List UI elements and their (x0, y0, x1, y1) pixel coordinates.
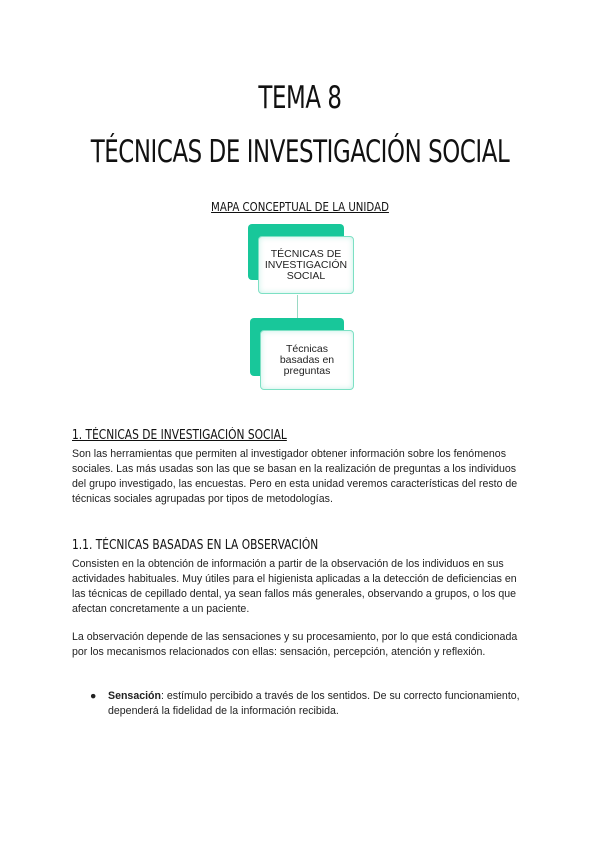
bullet-item (90, 689, 530, 719)
subsection-paragraph: Consisten en la obtención de información a partir de la observación de los individuos en sus actividades habituales. Muy útiles para el higienista aplicadas a la detección de deficiencias en las técnicas de cepillado dental, ya sean fallos más generales, observando a grupos, o los que afectan concretamente a un paciente. (72, 558, 517, 615)
subsection-heading: 1.1. TÉCNICAS BASADAS EN LA OBSERVACIÓN (72, 538, 319, 553)
concept-node-main-label: TÉCNICAS DE INVESTIGACIÓN SOCIAL (258, 236, 354, 294)
bullet-text (108, 689, 530, 719)
subsection-paragraph-2: La observación depende de las sensaciones y su procesamiento, por lo que está condicionada por los mecanismos relacionados con ellas: sensación, percepción, atención y reflexión. (72, 631, 518, 658)
concept-node-child-label: Técnicas basadas en preguntas (260, 330, 354, 390)
section-heading: 1. TÉCNICAS DE INVESTIGACIÓN SOCIAL (72, 428, 287, 443)
concept-map-title: MAPA CONCEPTUAL DE LA UNIDAD (211, 200, 389, 214)
concept-node-main (248, 224, 354, 296)
bullet-description: : estímulo percibido a través de los sentidos. De su correcto funcionamiento, dependerá la fidelidad de la información recibida. (108, 690, 520, 717)
document-title: TEMA 8 (258, 80, 342, 116)
bullet-term: Sensación (108, 690, 161, 702)
section-paragraph: Son las herramientas que permiten al investigador obtener información sobre los fenómenos sociales. Las más usadas son las que se basan en la realización de preguntas a los individuos del grupo investigado, las encuestas. Pero en esta unidad veremos características del resto de técnicas sociales agrupadas por tipos de metodologías. (72, 448, 518, 505)
document-subtitle: TÉCNICAS DE INVESTIGACIÓN SOCIAL (90, 134, 510, 170)
bullet-dot-icon: ● (90, 690, 97, 702)
concept-node-child (250, 318, 354, 390)
